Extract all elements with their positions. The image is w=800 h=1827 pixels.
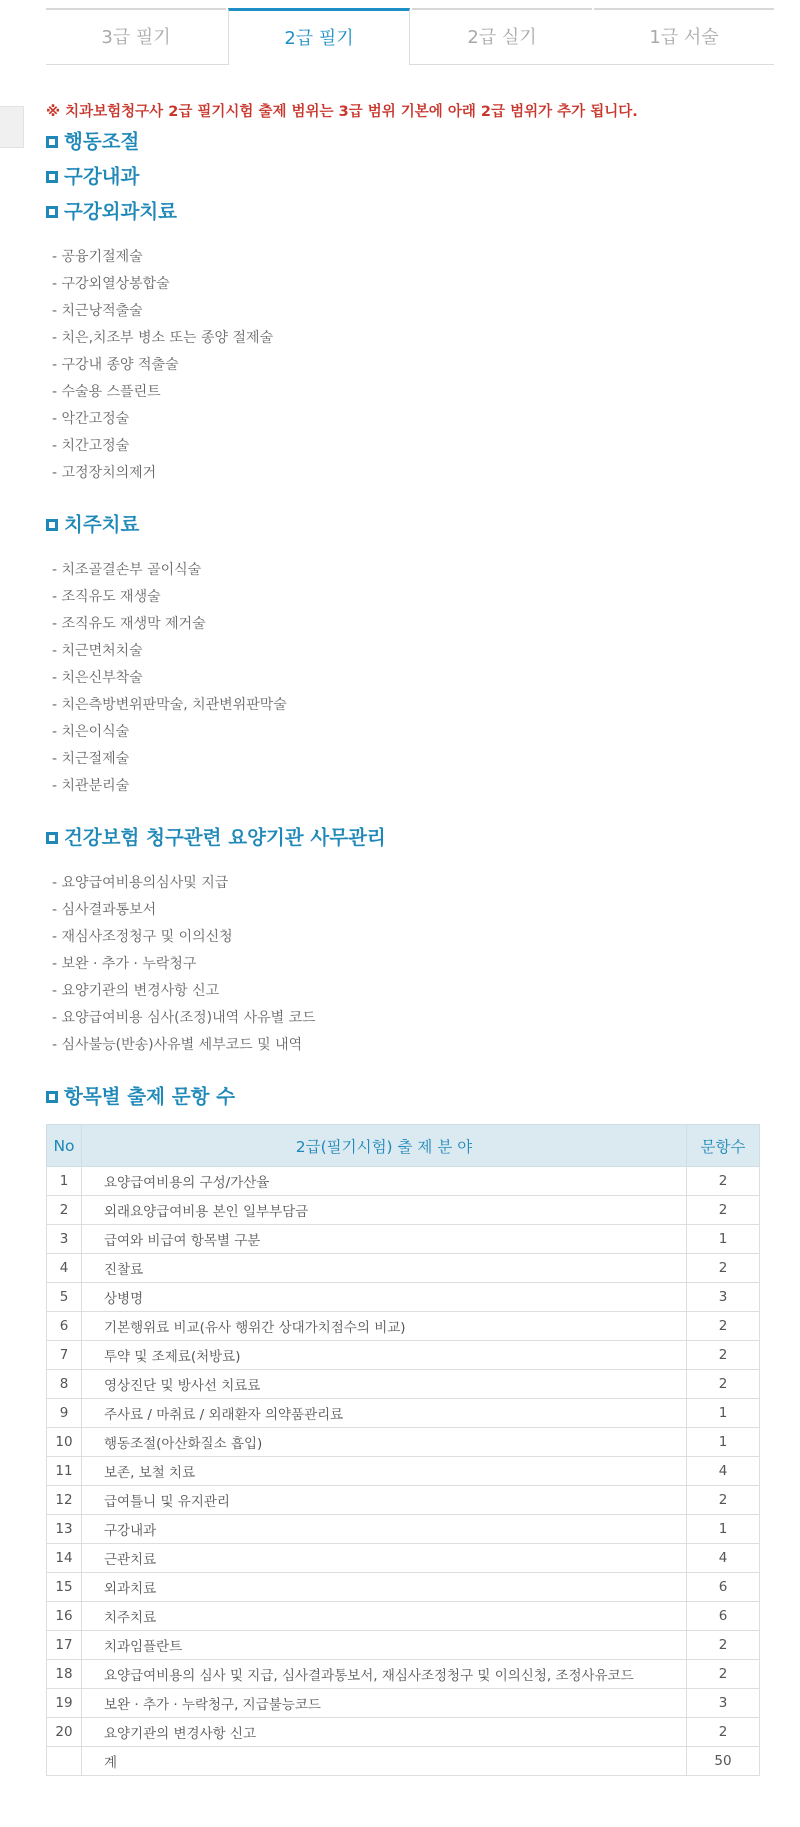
row-subject: 기본행위료 비교(유사 행위간 상대가치점수의 비교) [82,1312,687,1341]
square-bullet-icon [46,171,58,183]
row-no: 15 [47,1573,82,1602]
row-no: 9 [47,1399,82,1428]
section-title-text: 건강보험 청구관련 요양기관 사무관리 [64,826,386,849]
list-item: - 요양기관의 변경사항 신고 [46,978,760,1005]
tab-grade1-essay[interactable]: 1급 서술 [594,8,774,64]
table-row [47,1631,760,1660]
table-header-row [47,1125,760,1167]
row-count: 2 [687,1370,760,1399]
list-item: - 요양급여비용 심사(조정)내역 사유별 코드 [46,1005,760,1032]
table-row [47,1660,760,1689]
row-count: 2 [687,1167,760,1196]
table-row [47,1602,760,1631]
square-bullet-icon [46,519,58,531]
header-no: No [47,1125,82,1167]
row-subject: 영상진단 및 방사선 치료료 [82,1370,687,1399]
section-title-admin [46,820,760,855]
row-count: 3 [687,1283,760,1312]
section-title-oral-surgery [46,194,760,229]
list-item: - 치은이식술 [46,719,760,746]
header-subject: 2급(필기시험) 출 제 분 야 [82,1125,687,1167]
section-title-question-count [46,1079,760,1114]
section-title-oral-medicine [46,159,760,194]
row-subject: 보완 · 추가 · 누락청구, 지급불능코드 [82,1689,687,1718]
row-count: 1 [687,1225,760,1254]
row-subject: 상병명 [82,1283,687,1312]
oral-surgery-list [46,244,760,487]
square-bullet-icon [46,206,58,218]
row-no: 8 [47,1370,82,1399]
total-label: 계 [82,1747,687,1776]
row-subject: 외과치료 [82,1573,687,1602]
tab-grade2-practical[interactable]: 2급 실기 [412,8,592,64]
square-bullet-icon [46,136,58,148]
row-no: 12 [47,1486,82,1515]
row-no: 19 [47,1689,82,1718]
row-no: 13 [47,1515,82,1544]
section-title-behavior [46,124,760,159]
row-no: 7 [47,1341,82,1370]
table-body [47,1167,760,1776]
list-item: - 보완 · 추가 · 누락청구 [46,951,760,978]
row-count: 2 [687,1486,760,1515]
table-row [47,1718,760,1747]
list-item: - 치근절제술 [46,746,760,773]
row-no: 20 [47,1718,82,1747]
list-item: - 치간고정술 [46,433,760,460]
list-item: - 치은,치조부 병소 또는 종양 절제술 [46,325,760,352]
row-no: 2 [47,1196,82,1225]
list-item: - 치조골결손부 골이식술 [46,557,760,584]
row-count: 6 [687,1573,760,1602]
row-count: 1 [687,1515,760,1544]
row-no: 3 [47,1225,82,1254]
list-item: - 조직유도 재생술 [46,584,760,611]
row-subject: 요양기관의 변경사항 신고 [82,1718,687,1747]
row-count: 1 [687,1399,760,1428]
row-subject: 급여와 비급여 항목별 구분 [82,1225,687,1254]
row-count: 2 [687,1254,760,1283]
row-subject: 진찰료 [82,1254,687,1283]
table-row [47,1544,760,1573]
row-subject: 주사료 / 마취료 / 외래환자 의약품관리료 [82,1399,687,1428]
section-title-periodontal [46,507,760,542]
list-item: - 조직유도 재생막 제거술 [46,611,760,638]
row-subject: 치과임플란트 [82,1631,687,1660]
row-subject: 구강내과 [82,1515,687,1544]
row-subject: 행동조절(아산화질소 흡입) [82,1428,687,1457]
table-row [47,1196,760,1225]
tab-grade2-written[interactable]: 2급 필기 [228,8,410,65]
list-item: - 치은측방변위판막술, 치관변위판막술 [46,692,760,719]
row-count: 2 [687,1718,760,1747]
list-item: - 공융기절제술 [46,244,760,271]
section-title-text: 행동조절 [64,130,140,153]
question-count-table [46,1124,760,1776]
row-no: 1 [47,1167,82,1196]
list-item: - 수술용 스플린트 [46,379,760,406]
table-row [47,1457,760,1486]
list-item: - 요양급여비용의심사및 지급 [46,870,760,897]
row-no: 10 [47,1428,82,1457]
list-item: - 치근낭적출술 [46,298,760,325]
row-no: 14 [47,1544,82,1573]
tab-grade3-written[interactable]: 3급 필기 [46,8,226,64]
grade-tabs [46,8,774,65]
row-no: 6 [47,1312,82,1341]
list-item: - 구강내 종양 적출술 [46,352,760,379]
periodontal-list [46,557,760,800]
row-no: 4 [47,1254,82,1283]
table-total-row [47,1747,760,1776]
table-row [47,1167,760,1196]
table-row [47,1225,760,1254]
table-row [47,1312,760,1341]
admin-list [46,870,760,1059]
list-item: - 심사결과통보서 [46,897,760,924]
section-title-text: 구강외과치료 [64,200,178,223]
section-title-text: 치주치료 [64,513,140,536]
row-count: 4 [687,1457,760,1486]
row-count: 2 [687,1660,760,1689]
row-count: 2 [687,1196,760,1225]
table-row [47,1515,760,1544]
table-row [47,1399,760,1428]
list-item: - 재심사조정청구 및 이의신청 [46,924,760,951]
header-count: 문항수 [687,1125,760,1167]
table-row [47,1341,760,1370]
row-subject: 외래요양급여비용 본인 일부부담금 [82,1196,687,1225]
notice-text: ※ 치과보험청구사 2급 필기시험 출제 범위는 3급 범위 기본에 아래 2급 범위가 추가 됩니다. [46,104,638,120]
table-row [47,1428,760,1457]
row-no: 5 [47,1283,82,1312]
table-row [47,1573,760,1602]
row-count: 2 [687,1341,760,1370]
list-item: - 악간고정술 [46,406,760,433]
row-no: 18 [47,1660,82,1689]
table-row [47,1283,760,1312]
square-bullet-icon [46,1091,58,1103]
row-subject: 요양급여비용의 구성/가산율 [82,1167,687,1196]
row-subject: 요양급여비용의 심사 및 지급, 심사결과통보서, 재심사조정청구 및 이의신청, 조정사유코드 [82,1660,687,1689]
section-title-text: 구강내과 [64,165,140,188]
row-count: 2 [687,1312,760,1341]
total-no [47,1747,82,1776]
list-item: - 치관분리술 [46,773,760,800]
side-tab[interactable] [0,106,24,148]
table-row [47,1486,760,1515]
row-no: 11 [47,1457,82,1486]
square-bullet-icon [46,832,58,844]
total-count: 50 [687,1747,760,1776]
row-no: 16 [47,1602,82,1631]
row-count: 6 [687,1602,760,1631]
table-row [47,1689,760,1718]
row-count: 3 [687,1689,760,1718]
list-item: - 치은신부착술 [46,665,760,692]
list-item: - 구강외열상봉합술 [46,271,760,298]
row-subject: 근관치료 [82,1544,687,1573]
row-count: 1 [687,1428,760,1457]
list-item: - 심사불능(반송)사유별 세부코드 및 내역 [46,1032,760,1059]
list-item: - 치근면처치술 [46,638,760,665]
row-count: 2 [687,1631,760,1660]
row-no: 17 [47,1631,82,1660]
list-item: - 고정장치의제거 [46,460,760,487]
main-content [46,100,760,1776]
row-count: 4 [687,1544,760,1573]
row-subject: 급여틀니 및 유지관리 [82,1486,687,1515]
table-row [47,1254,760,1283]
section-title-text: 항목별 출제 문항 수 [64,1085,236,1108]
row-subject: 치주치료 [82,1602,687,1631]
row-subject: 보존, 보철 치료 [82,1457,687,1486]
row-subject: 투약 및 조제료(처방료) [82,1341,687,1370]
table-row [47,1370,760,1399]
